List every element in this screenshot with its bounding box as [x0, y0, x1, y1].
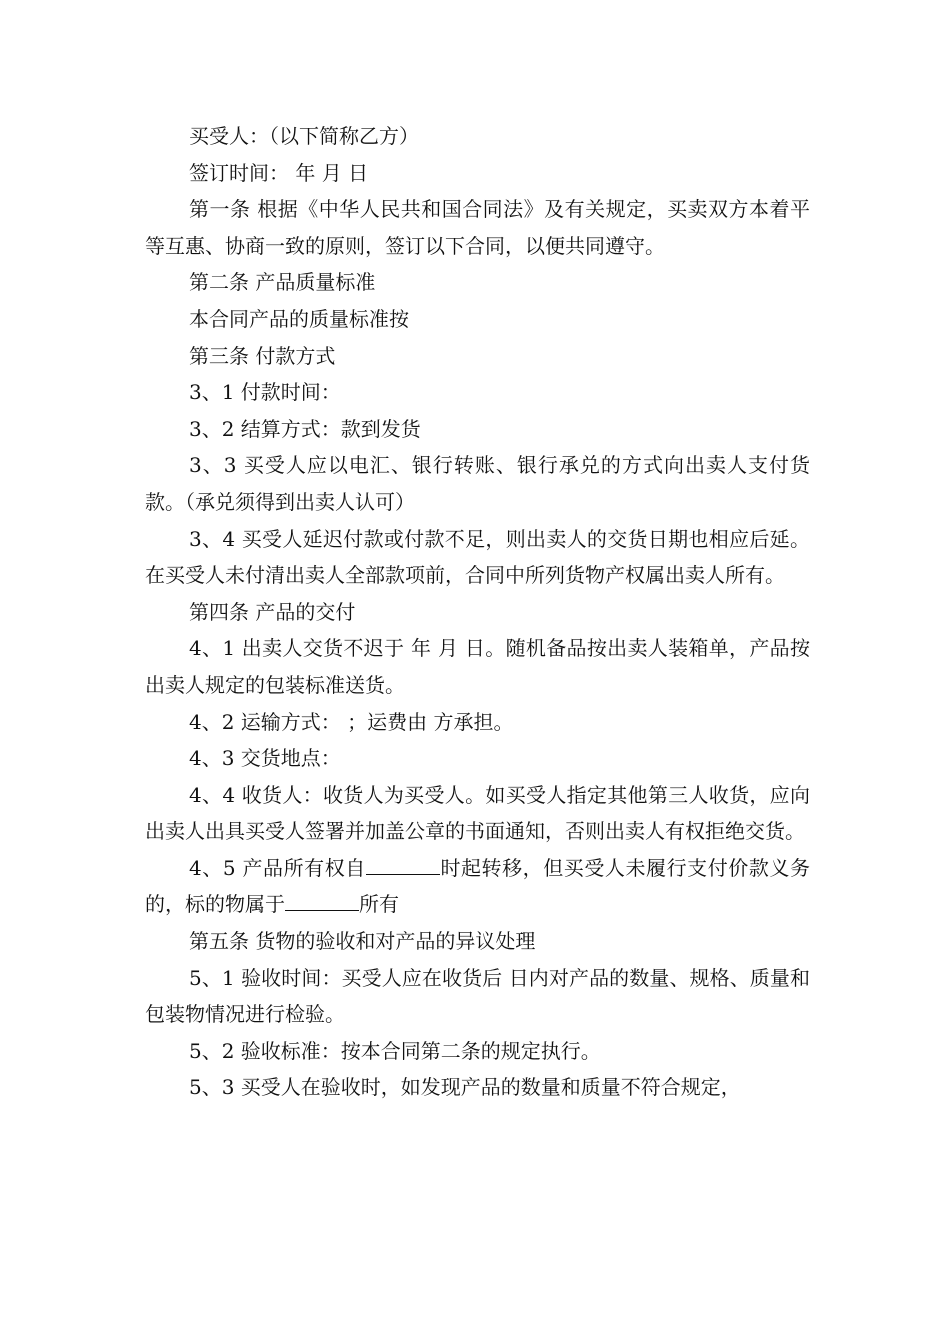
- clause-4-5-part-1: 4、5 产品所有权自: [189, 855, 366, 880]
- signing-date-line: 签订时间： 年 月 日: [189, 160, 369, 185]
- clause-5-3: 5、3 买受人在验收时，如发现产品的数量和质量不符合规定，: [189, 1075, 741, 1100]
- clause-3-2: 3、2 结算方式：款到发货: [189, 416, 421, 441]
- buyer-line: 买受人：（以下简称乙方）: [189, 124, 419, 148]
- clause-4-5-part-2: 时起转移，但买受人未履行支付价款义务的，标的物属于: [145, 855, 810, 917]
- article-2-heading: 第二条 产品质量标准: [189, 270, 376, 295]
- article-5-heading: 第五条 货物的验收和对产品的异议处理: [189, 929, 536, 954]
- clause-4-1: 4、1 出卖人交货不迟于 年 月 日。随机备品按出卖人装箱单，产品按出卖人规定的包装标准送货。: [145, 636, 810, 697]
- article-1: 第一条 根据《中华人民共和国合同法》及有关规定，买卖双方本着平等互惠、协商一致的原则，签订以下合同，以便共同遵守。: [145, 197, 810, 258]
- clause-3-3: 3、3 买受人应以电汇、银行转账、银行承兑的方式向出卖人支付货款。（承兑须得到出卖人认可）: [145, 453, 810, 514]
- clause-3-1: 3、1 付款时间：: [189, 380, 341, 405]
- fill-in-blank: [366, 856, 440, 875]
- fill-in-blank: [285, 892, 359, 911]
- clause-3-4: 3、4 买受人延迟付款或付款不足，则出卖人的交货日期也相应后延。在买受人未付清出卖人全部款项前，合同中所列货物产权属出卖人所有。: [145, 526, 810, 588]
- clause-4-4: 4、4 收货人：收货人为买受人。如买受人指定其他第三人收货，应向出卖人出具买受人签署并加盖公章的书面通知，否则出卖人有权拒绝交货。: [145, 782, 810, 844]
- article-2-body: 本合同产品的质量标准按: [189, 306, 409, 331]
- article-3-heading: 第三条 付款方式: [189, 343, 336, 368]
- clause-4-5: [145, 850, 810, 923]
- clause-4-5-part-3: 所有: [359, 892, 399, 917]
- article-4-heading: 第四条 产品的交付: [189, 599, 356, 624]
- contract-page: [145, 118, 810, 1106]
- clause-4-3: 4、3 交货地点：: [189, 746, 341, 771]
- clause-5-2: 5、2 验收标准：按本合同第二条的规定执行。: [189, 1038, 601, 1063]
- clause-5-1: 5、1 验收时间：买受人应在收货后 日内对产品的数量、规格、质量和包装物情况进行检验。: [145, 965, 810, 1027]
- clause-4-2: 4、2 运输方式： ；运费由 方承担。: [189, 709, 514, 734]
